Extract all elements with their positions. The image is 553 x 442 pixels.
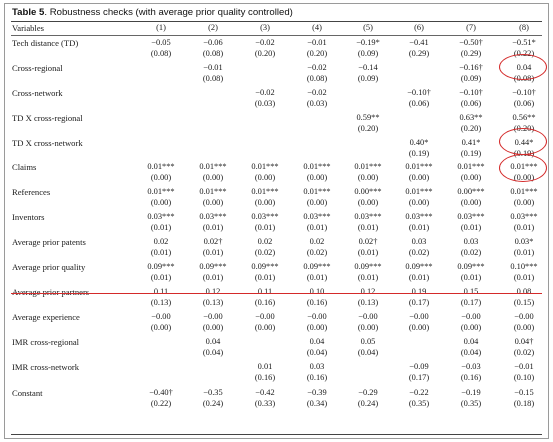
se-cell: (0.00)	[460, 323, 482, 332]
se-cell: (0.19)	[460, 149, 482, 158]
highlight-circle-td-x-network	[499, 154, 547, 182]
coef-cell: 0.05	[360, 337, 376, 346]
se-cell: (0.17)	[460, 298, 482, 307]
coef-cell: 0.02†	[358, 237, 378, 246]
header-rule	[11, 35, 542, 36]
coef-cell: −0.06	[203, 38, 223, 47]
coef-cell: 0.40*	[409, 138, 429, 147]
row-label: IMR cross-regional	[12, 337, 80, 347]
coef-cell: −0.42	[255, 388, 275, 397]
coef-cell: −0.09	[409, 362, 429, 371]
coef-cell: 0.03***	[147, 212, 175, 221]
se-cell: (0.22)	[150, 399, 172, 408]
coef-cell: 0.04	[309, 337, 325, 346]
se-cell: (0.13)	[202, 298, 224, 307]
coef-cell: 0.44*	[514, 138, 534, 147]
se-cell: (0.01)	[408, 273, 430, 282]
coef-cell: 0.02†	[203, 237, 223, 246]
se-cell: (0.00)	[408, 173, 430, 182]
bottom-rule	[11, 434, 542, 435]
row-label: Cross-regional	[12, 63, 63, 73]
se-cell: (0.08)	[306, 74, 328, 83]
coef-cell: 0.09***	[303, 262, 331, 271]
coef-cell: 0.12	[205, 287, 221, 296]
se-cell: (0.16)	[254, 373, 276, 382]
se-cell: (0.20)	[460, 124, 482, 133]
se-cell: (0.02)	[254, 248, 276, 257]
coef-cell: −0.02	[307, 63, 327, 72]
se-cell: (0.34)	[306, 399, 328, 408]
coef-cell: −0.00	[203, 312, 223, 321]
coef-cell: −0.00	[255, 312, 275, 321]
row-label: References	[12, 187, 51, 197]
table-caption: . Robustness checks (with average prior quality controlled)	[44, 7, 293, 18]
coef-cell: −0.50†	[459, 38, 483, 47]
se-cell: (0.08)	[202, 74, 224, 83]
se-cell: (0.06)	[513, 99, 535, 108]
coef-cell: 0.03***	[199, 212, 227, 221]
se-cell: (0.00)	[357, 198, 379, 207]
se-cell: (0.24)	[357, 399, 379, 408]
se-cell: (0.10)	[513, 373, 535, 382]
se-cell: (0.00)	[202, 198, 224, 207]
coef-cell: 0.04	[205, 337, 221, 346]
coef-cell: 0.09***	[147, 262, 175, 271]
coef-cell: −0.10†	[459, 88, 483, 97]
coef-cell: 0.03	[463, 237, 479, 246]
se-cell: (0.02)	[408, 248, 430, 257]
coef-cell: 0.41*	[461, 138, 481, 147]
se-cell: (0.16)	[254, 298, 276, 307]
se-cell: (0.20)	[513, 124, 535, 133]
se-cell: (0.01)	[150, 223, 172, 232]
se-cell: (0.01)	[460, 273, 482, 282]
coef-cell: −0.14	[358, 63, 378, 72]
header-variables: Variables	[12, 23, 44, 33]
se-cell: (0.02)	[460, 248, 482, 257]
se-cell: (0.19)	[513, 149, 535, 158]
se-cell: (0.00)	[408, 323, 430, 332]
se-cell: (0.01)	[357, 223, 379, 232]
se-cell: (0.00)	[513, 198, 535, 207]
se-cell: (0.06)	[460, 99, 482, 108]
se-cell: (0.35)	[408, 399, 430, 408]
coef-cell: −0.02	[255, 88, 275, 97]
top-rule	[11, 21, 542, 22]
highlight-underline	[11, 293, 542, 294]
coef-cell: −0.00	[514, 312, 534, 321]
coef-cell: 0.01***	[354, 162, 382, 171]
row-label: TD X cross-regional	[12, 113, 83, 123]
se-cell: (0.16)	[306, 298, 328, 307]
coef-cell: −0.01	[514, 362, 534, 371]
se-cell: (0.00)	[254, 173, 276, 182]
header-col-2: (2)	[208, 23, 218, 32]
se-cell: (0.00)	[513, 323, 535, 332]
se-cell: (0.06)	[408, 99, 430, 108]
coef-cell: 0.01***	[303, 187, 331, 196]
coef-cell: 0.09***	[251, 262, 279, 271]
coef-cell: −0.01	[203, 63, 223, 72]
coef-cell: −0.16†	[459, 63, 483, 72]
row-label: Average prior patents	[12, 237, 86, 247]
coef-cell: 0.56**	[512, 113, 536, 122]
coef-cell: 0.01	[257, 362, 273, 371]
header-col-1: (1)	[156, 23, 166, 32]
row-label: Tech distance (TD)	[12, 38, 79, 48]
coef-cell: 0.03	[411, 237, 427, 246]
se-cell: (0.00)	[357, 323, 379, 332]
header-col-7: (7)	[466, 23, 476, 32]
row-label: Inventors	[12, 212, 45, 222]
coef-cell: 0.02	[309, 237, 325, 246]
coef-cell: 0.01***	[199, 187, 227, 196]
coef-cell: 0.08	[516, 287, 532, 296]
se-cell: (0.00)	[202, 173, 224, 182]
coef-cell: 0.01***	[510, 187, 538, 196]
coef-cell: 0.01***	[405, 162, 433, 171]
se-cell: (0.01)	[202, 273, 224, 282]
row-label: Constant	[12, 388, 43, 398]
coef-cell: 0.03***	[303, 212, 331, 221]
se-cell: (0.01)	[202, 223, 224, 232]
coef-cell: 0.03	[309, 362, 325, 371]
row-label: Claims	[12, 162, 37, 172]
se-cell: (0.01)	[306, 273, 328, 282]
header-col-5: (5)	[363, 23, 373, 32]
se-cell: (0.01)	[513, 223, 535, 232]
coef-cell: 0.04†	[514, 337, 534, 346]
se-cell: (0.13)	[150, 298, 172, 307]
coef-cell: 0.03***	[405, 212, 433, 221]
se-cell: (0.02)	[513, 348, 535, 357]
coef-cell: 0.00***	[457, 187, 485, 196]
se-cell: (0.00)	[408, 198, 430, 207]
table-number: Table 5	[12, 7, 45, 18]
coef-cell: 0.09***	[199, 262, 227, 271]
se-cell: (0.00)	[254, 198, 276, 207]
se-cell: (0.22)	[513, 49, 535, 58]
se-cell: (0.09)	[460, 74, 482, 83]
coef-cell: 0.01***	[510, 162, 538, 171]
se-cell: (0.00)	[306, 173, 328, 182]
coef-cell: −0.35	[203, 388, 223, 397]
coef-cell: −0.39	[307, 388, 327, 397]
table-page	[4, 3, 549, 439]
coef-cell: −0.00	[151, 312, 171, 321]
se-cell: (0.15)	[513, 298, 535, 307]
coef-cell: 0.01***	[147, 162, 175, 171]
coef-cell: 0.09***	[354, 262, 382, 271]
se-cell: (0.04)	[202, 348, 224, 357]
se-cell: (0.04)	[357, 348, 379, 357]
coef-cell: 0.03***	[510, 212, 538, 221]
se-cell: (0.00)	[513, 173, 535, 182]
coef-cell: 0.59**	[356, 113, 380, 122]
coef-cell: −0.00	[461, 312, 481, 321]
se-cell: (0.01)	[357, 248, 379, 257]
se-cell: (0.29)	[460, 49, 482, 58]
se-cell: (0.09)	[357, 49, 379, 58]
coef-cell: −0.29	[358, 388, 378, 397]
coef-cell: −0.03	[461, 362, 481, 371]
coef-cell: 0.03***	[457, 212, 485, 221]
coef-cell: −0.02	[255, 38, 275, 47]
se-cell: (0.20)	[306, 49, 328, 58]
coef-cell: 0.03*	[514, 237, 534, 246]
row-label: Average prior quality	[12, 262, 86, 272]
coef-cell: 0.01***	[251, 187, 279, 196]
se-cell: (0.01)	[513, 273, 535, 282]
header-col-6: (6)	[414, 23, 424, 32]
se-cell: (0.19)	[408, 149, 430, 158]
se-cell: (0.01)	[513, 248, 535, 257]
se-cell: (0.08)	[202, 49, 224, 58]
coef-cell: 0.01***	[251, 162, 279, 171]
se-cell: (0.20)	[254, 49, 276, 58]
se-cell: (0.35)	[460, 399, 482, 408]
coef-cell: 0.04	[463, 337, 479, 346]
coef-cell: 0.11	[257, 287, 273, 296]
se-cell: (0.02)	[306, 248, 328, 257]
highlight-circle-td-x-regional	[499, 128, 547, 155]
se-cell: (0.00)	[460, 198, 482, 207]
se-cell: (0.08)	[513, 74, 535, 83]
coef-cell: 0.09***	[405, 262, 433, 271]
coef-cell: −0.00	[409, 312, 429, 321]
se-cell: (0.17)	[408, 373, 430, 382]
se-cell: (0.16)	[306, 373, 328, 382]
se-cell: (0.00)	[202, 323, 224, 332]
coef-cell: 0.01***	[147, 187, 175, 196]
highlight-circle-td	[499, 54, 547, 80]
coef-cell: 0.01***	[457, 162, 485, 171]
se-cell: (0.04)	[460, 348, 482, 357]
coef-cell: 0.12	[360, 287, 376, 296]
se-cell: (0.01)	[408, 223, 430, 232]
row-label: Average prior partners	[12, 287, 90, 297]
se-cell: (0.24)	[202, 399, 224, 408]
coef-cell: 0.03***	[251, 212, 279, 221]
se-cell: (0.03)	[254, 99, 276, 108]
se-cell: (0.00)	[306, 323, 328, 332]
se-cell: (0.01)	[202, 248, 224, 257]
coef-cell: 0.02	[153, 237, 169, 246]
coef-cell: −0.19	[461, 388, 481, 397]
coef-cell: 0.01***	[303, 162, 331, 171]
coef-cell: −0.40†	[149, 388, 173, 397]
row-label: Cross-network	[12, 88, 63, 98]
se-cell: (0.18)	[513, 399, 535, 408]
coef-cell: −0.02	[307, 88, 327, 97]
se-cell: (0.09)	[357, 74, 379, 83]
coef-cell: 0.01***	[405, 187, 433, 196]
coef-cell: −0.51*	[512, 38, 536, 47]
se-cell: (0.01)	[306, 223, 328, 232]
se-cell: (0.01)	[357, 273, 379, 282]
coef-cell: 0.63**	[459, 113, 483, 122]
se-cell: (0.01)	[460, 223, 482, 232]
coef-cell: −0.05	[151, 38, 171, 47]
coef-cell: 0.03***	[354, 212, 382, 221]
se-cell: (0.00)	[357, 173, 379, 182]
se-cell: (0.33)	[254, 399, 276, 408]
coef-cell: −0.10†	[407, 88, 431, 97]
se-cell: (0.08)	[150, 49, 172, 58]
se-cell: (0.01)	[254, 223, 276, 232]
se-cell: (0.00)	[306, 198, 328, 207]
se-cell: (0.00)	[254, 323, 276, 332]
coef-cell: −0.19*	[356, 38, 380, 47]
coef-cell: −0.15	[514, 388, 534, 397]
coef-cell: 0.04	[516, 63, 532, 72]
coef-cell: 0.15	[463, 287, 479, 296]
coef-cell: 0.01***	[199, 162, 227, 171]
se-cell: (0.16)	[460, 373, 482, 382]
row-label: TD X cross-network	[12, 138, 83, 148]
table-title	[12, 7, 293, 18]
coef-cell: 0.19	[411, 287, 427, 296]
se-cell: (0.00)	[460, 173, 482, 182]
coef-cell: −0.00	[358, 312, 378, 321]
coef-cell: −0.22	[409, 388, 429, 397]
coef-cell: −0.00	[307, 312, 327, 321]
row-label: IMR cross-network	[12, 362, 80, 372]
coef-cell: 0.11	[153, 287, 169, 296]
se-cell: (0.01)	[150, 248, 172, 257]
se-cell: (0.01)	[150, 273, 172, 282]
se-cell: (0.00)	[150, 173, 172, 182]
coef-cell: 0.00***	[354, 187, 382, 196]
se-cell: (0.00)	[150, 323, 172, 332]
coef-cell: 0.09***	[457, 262, 485, 271]
coef-cell: 0.02	[257, 237, 273, 246]
se-cell: (0.01)	[254, 273, 276, 282]
header-col-3: (3)	[260, 23, 270, 32]
se-cell: (0.29)	[408, 49, 430, 58]
coef-cell: −0.01	[307, 38, 327, 47]
row-label: Average experience	[12, 312, 80, 322]
se-cell: (0.17)	[408, 298, 430, 307]
coef-cell: 0.10	[309, 287, 325, 296]
se-cell: (0.04)	[306, 348, 328, 357]
header-col-8: (8)	[519, 23, 529, 32]
se-cell: (0.00)	[150, 198, 172, 207]
se-cell: (0.13)	[357, 298, 379, 307]
se-cell: (0.03)	[306, 99, 328, 108]
header-col-4: (4)	[312, 23, 322, 32]
se-cell: (0.20)	[357, 124, 379, 133]
coef-cell: −0.10†	[512, 88, 536, 97]
coef-cell: −0.41	[409, 38, 429, 47]
coef-cell: 0.10***	[510, 262, 538, 271]
